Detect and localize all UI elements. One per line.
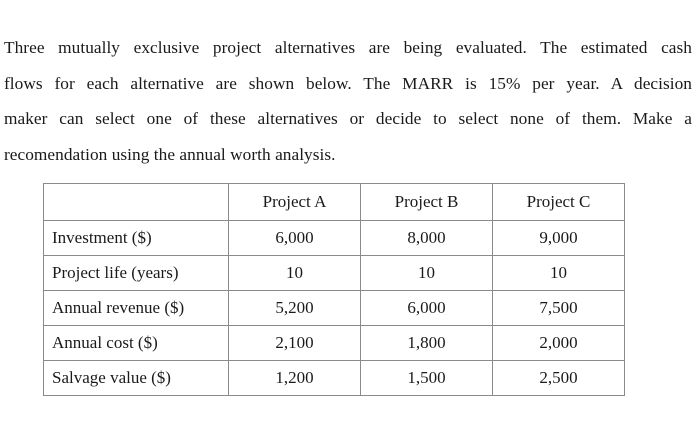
table-cell: 10 (493, 256, 625, 291)
row-label: Investment ($) (44, 221, 229, 256)
row-label: Annual revenue ($) (44, 291, 229, 326)
table-cell: 8,000 (361, 221, 493, 256)
cash-flow-table-container (43, 183, 625, 396)
column-header-project-b: Project B (361, 184, 493, 221)
problem-line: flows for each alternative are shown below. The MARR is 15% per year. A decision (4, 73, 692, 93)
table-corner-cell (44, 184, 229, 221)
table-row (44, 291, 625, 326)
table-cell: 10 (229, 256, 361, 291)
table-cell: 6,000 (361, 291, 493, 326)
table-cell: 5,200 (229, 291, 361, 326)
table-cell: 2,000 (493, 326, 625, 361)
table-cell: 2,500 (493, 361, 625, 396)
table-cell: 7,500 (493, 291, 625, 326)
table-cell: 6,000 (229, 221, 361, 256)
table-cell: 9,000 (493, 221, 625, 256)
table-header-row (44, 184, 625, 221)
table-row (44, 221, 625, 256)
problem-line: maker can select one of these alternatives or decide to select none of them. Make a (4, 109, 692, 128)
column-header-project-a: Project A (229, 184, 361, 221)
table-cell: 1,500 (361, 361, 493, 396)
table-row (44, 326, 625, 361)
problem-statement (4, 30, 692, 172)
table-row (44, 361, 625, 396)
table-row (44, 256, 625, 291)
table-cell: 2,100 (229, 326, 361, 361)
problem-line: Three mutually exclusive project alternatives are being evaluated. The estimated cash (4, 38, 692, 57)
row-label: Salvage value ($) (44, 361, 229, 396)
cash-flow-table (43, 183, 625, 396)
column-header-project-c: Project C (493, 184, 625, 221)
table-cell: 1,200 (229, 361, 361, 396)
row-label: Project life (years) (44, 256, 229, 291)
row-label: Annual cost ($) (44, 326, 229, 361)
problem-line: recomendation using the annual worth analysis. (4, 144, 336, 164)
table-cell: 1,800 (361, 326, 493, 361)
table-cell: 10 (361, 256, 493, 291)
